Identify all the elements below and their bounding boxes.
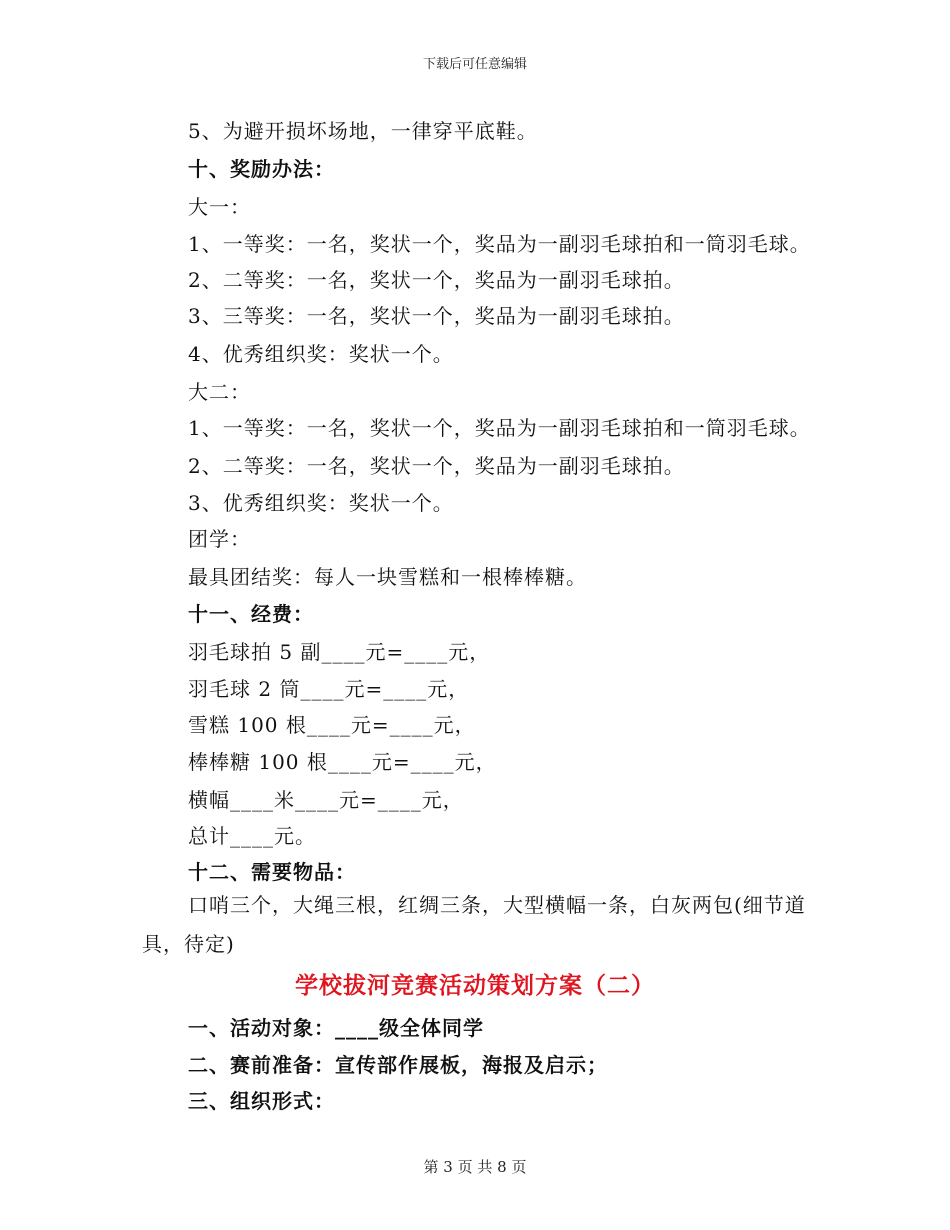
budget-line: 总计____元。 (188, 824, 316, 848)
items-paragraph: 口哨三个，大绳三根，红绸三条，大型横幅一条，白灰两包(细节道具，待定) (142, 893, 806, 956)
budget-line: 羽毛球拍 5 副____元=____元， (188, 640, 491, 664)
budget-line: 雪糕 100 根____元=____元， (188, 713, 476, 737)
rule-line: 5、为避开损坏场地，一律穿平底鞋。 (188, 119, 538, 143)
section-heading-budget: 十一、经费： (188, 602, 314, 626)
budget-line: 棒棒糖 100 根____元=____元， (188, 750, 497, 774)
group-label: 大一： (188, 195, 251, 219)
plan-line: 二、赛前准备：宣传部作展板，海报及启示； (188, 1053, 608, 1077)
award-line: 1、一等奖：一名，奖状一个，奖品为一副羽毛球拍和一筒羽毛球。 (188, 232, 811, 256)
award-line: 4、优秀组织奖：奖状一个。 (188, 342, 454, 366)
page-footer: 第 3 页 共 8 页 (423, 1158, 527, 1176)
budget-line: 横幅____米____元=____元， (188, 788, 464, 812)
budget-line: 羽毛球 2 筒____元=____元， (188, 677, 470, 701)
page-header: 下载后可任意编辑 (422, 57, 527, 72)
award-line: 最具团结奖：每人一块雪糕和一根棒棒糖。 (188, 565, 587, 589)
award-line: 2、二等奖：一名，奖状一个，奖品为一副羽毛球拍。 (188, 454, 685, 478)
section-title: 学校拔河竞赛活动策划方案（二） (295, 972, 655, 999)
award-line: 2、二等奖：一名，奖状一个，奖品为一副羽毛球拍。 (188, 268, 685, 292)
group-label: 大二： (188, 380, 251, 404)
award-line: 3、优秀组织奖：奖状一个。 (188, 491, 454, 515)
plan-line: 一、活动对象：____级全体同学 (188, 1016, 484, 1040)
section-heading-rewards: 十、奖励办法： (188, 157, 335, 181)
section-heading-items: 十二、需要物品： (188, 860, 356, 884)
plan-line: 三、组织形式： (188, 1089, 335, 1113)
group-label: 团学： (188, 527, 251, 551)
award-line: 3、三等奖：一名，奖状一个，奖品为一副羽毛球拍。 (188, 304, 685, 328)
award-line: 1、一等奖：一名，奖状一个，奖品为一副羽毛球拍和一筒羽毛球。 (188, 416, 811, 440)
